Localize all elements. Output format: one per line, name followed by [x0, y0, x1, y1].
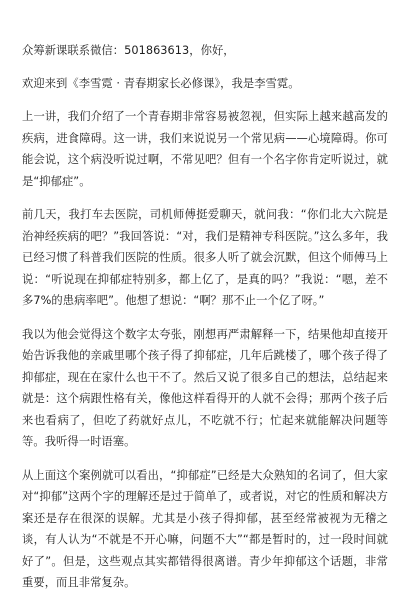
welcome-line: 欢迎来到《李雪霓 · 青春期家长必修课》，我是李雪霓。 [22, 76, 300, 90]
contact-line: 众筹新课联系微信：501863613，你好， [22, 44, 235, 57]
conclusion-paragraph: 从上面这个案例就可以看出，“抑郁症”已经是大众熟知的名词了，但大家对“抑郁”这两个字的理解还是过于简单了，或者说，对它的性质和解决方案还是存在很深的误解。尤其是小孩子得抑郁，甚至经常被视为无稽之谈，有人认为“不就是不开心嘛，问题不大”“都是暂时的，过一段时间就好了”。但是，这些观点其实都错得很离谱。青少年抑郁这个话题，非常重要，而且非常复杂。 [22, 468, 388, 589]
driver-opinion-paragraph: 我以为他会觉得这个数字太夸张，刚想再严肃解释一下，结果他却直接开始告诉我他的亲戚里哪个孩子得了抑郁症，几年后跳楼了，哪个孩子得了抑郁症，现在在家什么也干不了。然后又说了很多自己的想法，总结起来就是：这个病跟性格有关，像他这样看得开的人就不会得；那两个孩子后来也看病了，但吃了药就好点儿，不吃就不行；忙起来就能解决问题等等。我听得一时语塞。 [22, 327, 388, 448]
intro-paragraph: 上一讲，我们介绍了一个青春期非常容易被忽视，但实际上越来越高发的疾病，进食障碍。这一讲，我们来说说另一个常见病——心境障碍。你可能会说，这个病没听说过啊，不常见吧？但有一个名字你肯定听说过，就是“抑郁症”。 [22, 110, 388, 188]
taxi-story-paragraph: 前几天，我打车去医院，司机师傅挺爱聊天，就问我：“你们北大六院是治神经疾病的吧？”我回答说：“对，我们是精神专科医院。”这么多年，我已经习惯了科普我们医院的性质。很多人听了就会沉默，但这个师傅马上说：“听说现在抑郁症特别多，都上亿了，是真的吗？”我说：“嗯，差不多7%的患病率吧”。他想了想说：“啊？那不止一个亿了呀。” [22, 208, 388, 307]
